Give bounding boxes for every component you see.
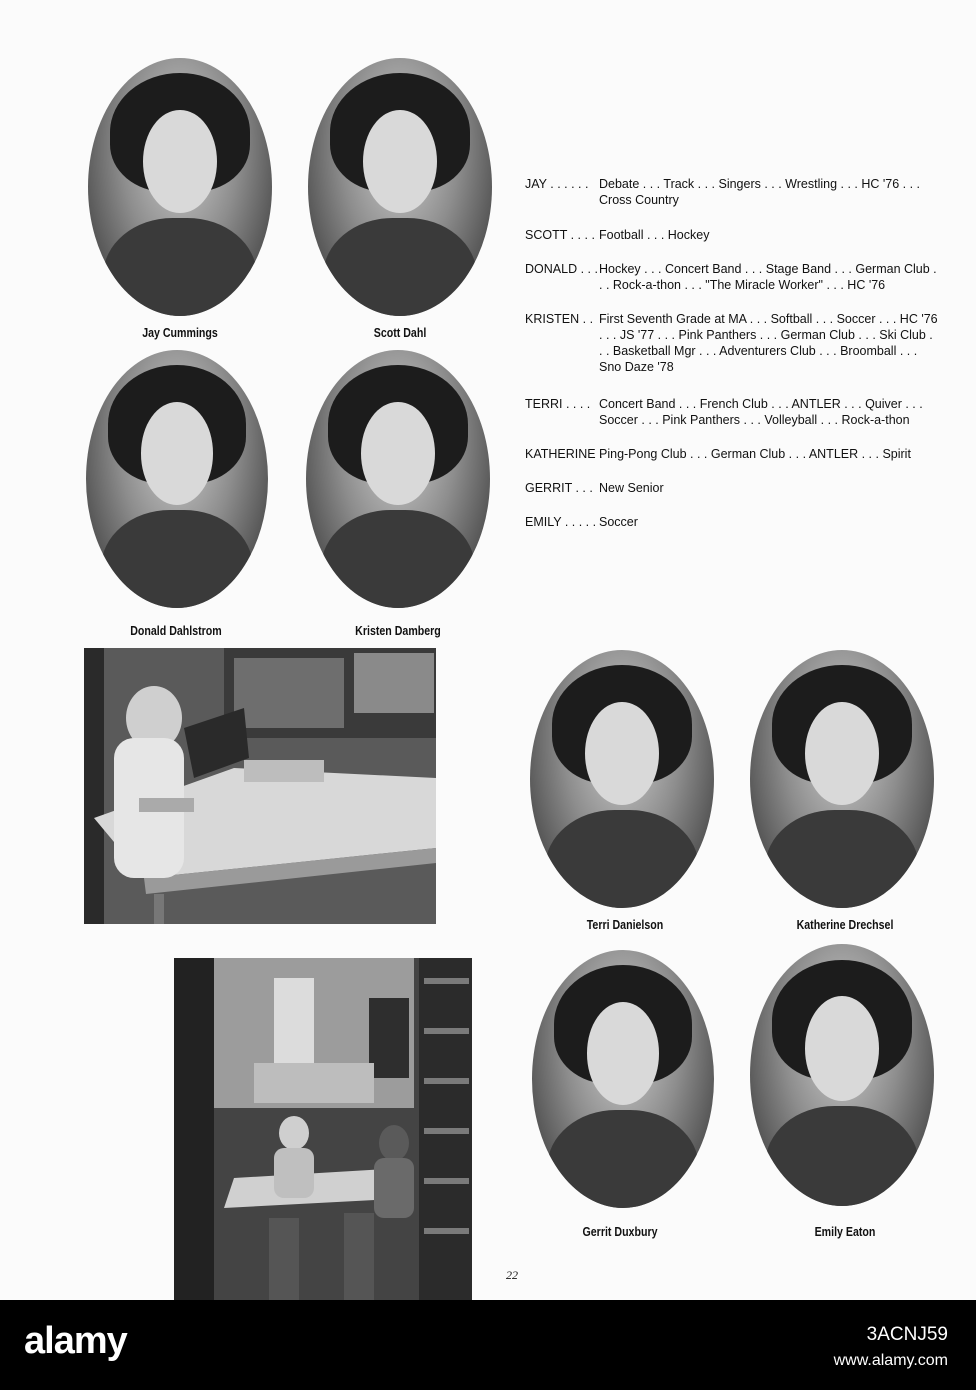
portrait-caption: Jay Cummings — [142, 326, 218, 340]
portrait-donald-dahlstrom — [86, 350, 268, 608]
bio-activities: Debate . . . Track . . . Singers . . . Wrestling . . . HC '76 . . . Cross Country — [599, 177, 921, 207]
alamy-logo: alamy — [24, 1320, 127, 1362]
portrait-gerrit-duxbury — [532, 950, 714, 1208]
library-reading-photo — [84, 648, 436, 924]
stock-url: www.alamy.com — [833, 1352, 948, 1369]
portrait-caption: Scott Dahl — [373, 326, 427, 340]
bio-name: SCOTT . . . . — [525, 228, 595, 242]
portrait-emily-eaton — [750, 944, 934, 1206]
portrait-katherine-drechsel — [750, 650, 934, 908]
bio-activities: New Senior — [599, 481, 664, 495]
portrait-caption: Katherine Drechsel — [796, 918, 894, 932]
portrait-caption: Emily Eaton — [814, 1225, 876, 1239]
bio-activities: Concert Band . . . French Club . . . ANTLER . . . Quiver . . . Soccer . . . Pink Panthers . . . Volleyball . . . Rock-a-thon — [599, 397, 923, 427]
portrait-caption: Donald Dahlstrom — [130, 624, 222, 638]
stock-image-id: 3ACNJ59 — [866, 1324, 948, 1345]
portrait-caption: Gerrit Duxbury — [582, 1225, 658, 1239]
bio-activities: Ping-Pong Club . . . German Club . . . ANTLER . . . Spirit — [599, 447, 911, 461]
portrait-jay-cummings — [88, 58, 272, 316]
portrait-caption: Kristen Damberg — [355, 624, 441, 638]
library-study-photo — [174, 958, 472, 1300]
portrait-kristen-damberg — [306, 350, 490, 608]
page-number: 22 — [506, 1268, 518, 1282]
stock-footer — [0, 1300, 976, 1390]
bio-activities: Football . . . Hockey — [599, 228, 710, 242]
portrait-caption: Terri Danielson — [586, 918, 664, 932]
bio-name: TERRI . . . . — [525, 397, 591, 411]
portrait-scott-dahl — [308, 58, 492, 316]
bio-name: DONALD . . . — [525, 262, 598, 276]
library-study-illustration — [174, 958, 472, 1300]
bio-name: GERRIT . . . — [525, 481, 593, 495]
bio-activities: Soccer — [599, 515, 638, 529]
portrait-terri-danielson — [530, 650, 714, 908]
bio-activities: First Seventh Grade at MA . . . Softball . . . Soccer . . . HC '76 . . . JS '77 . . . Pink Panthers . . . German Club . . . Ski Club . . . Basketball Mgr . . . Adventurers Club . . . Broomball . . . Sno Daze '78 — [599, 312, 938, 374]
bio-name: KATHERINE . — [525, 447, 603, 461]
bio-name: JAY . . . . . . — [525, 177, 589, 191]
library-reading-illustration — [84, 648, 436, 924]
bio-name: KRISTEN . . — [525, 312, 594, 326]
bio-name: EMILY . . . . . — [525, 515, 597, 529]
bio-activities: Hockey . . . Concert Band . . . Stage Band . . . German Club . . . Rock-a-thon . . . "The Miracle Worker" . . . HC '76 — [599, 262, 937, 292]
